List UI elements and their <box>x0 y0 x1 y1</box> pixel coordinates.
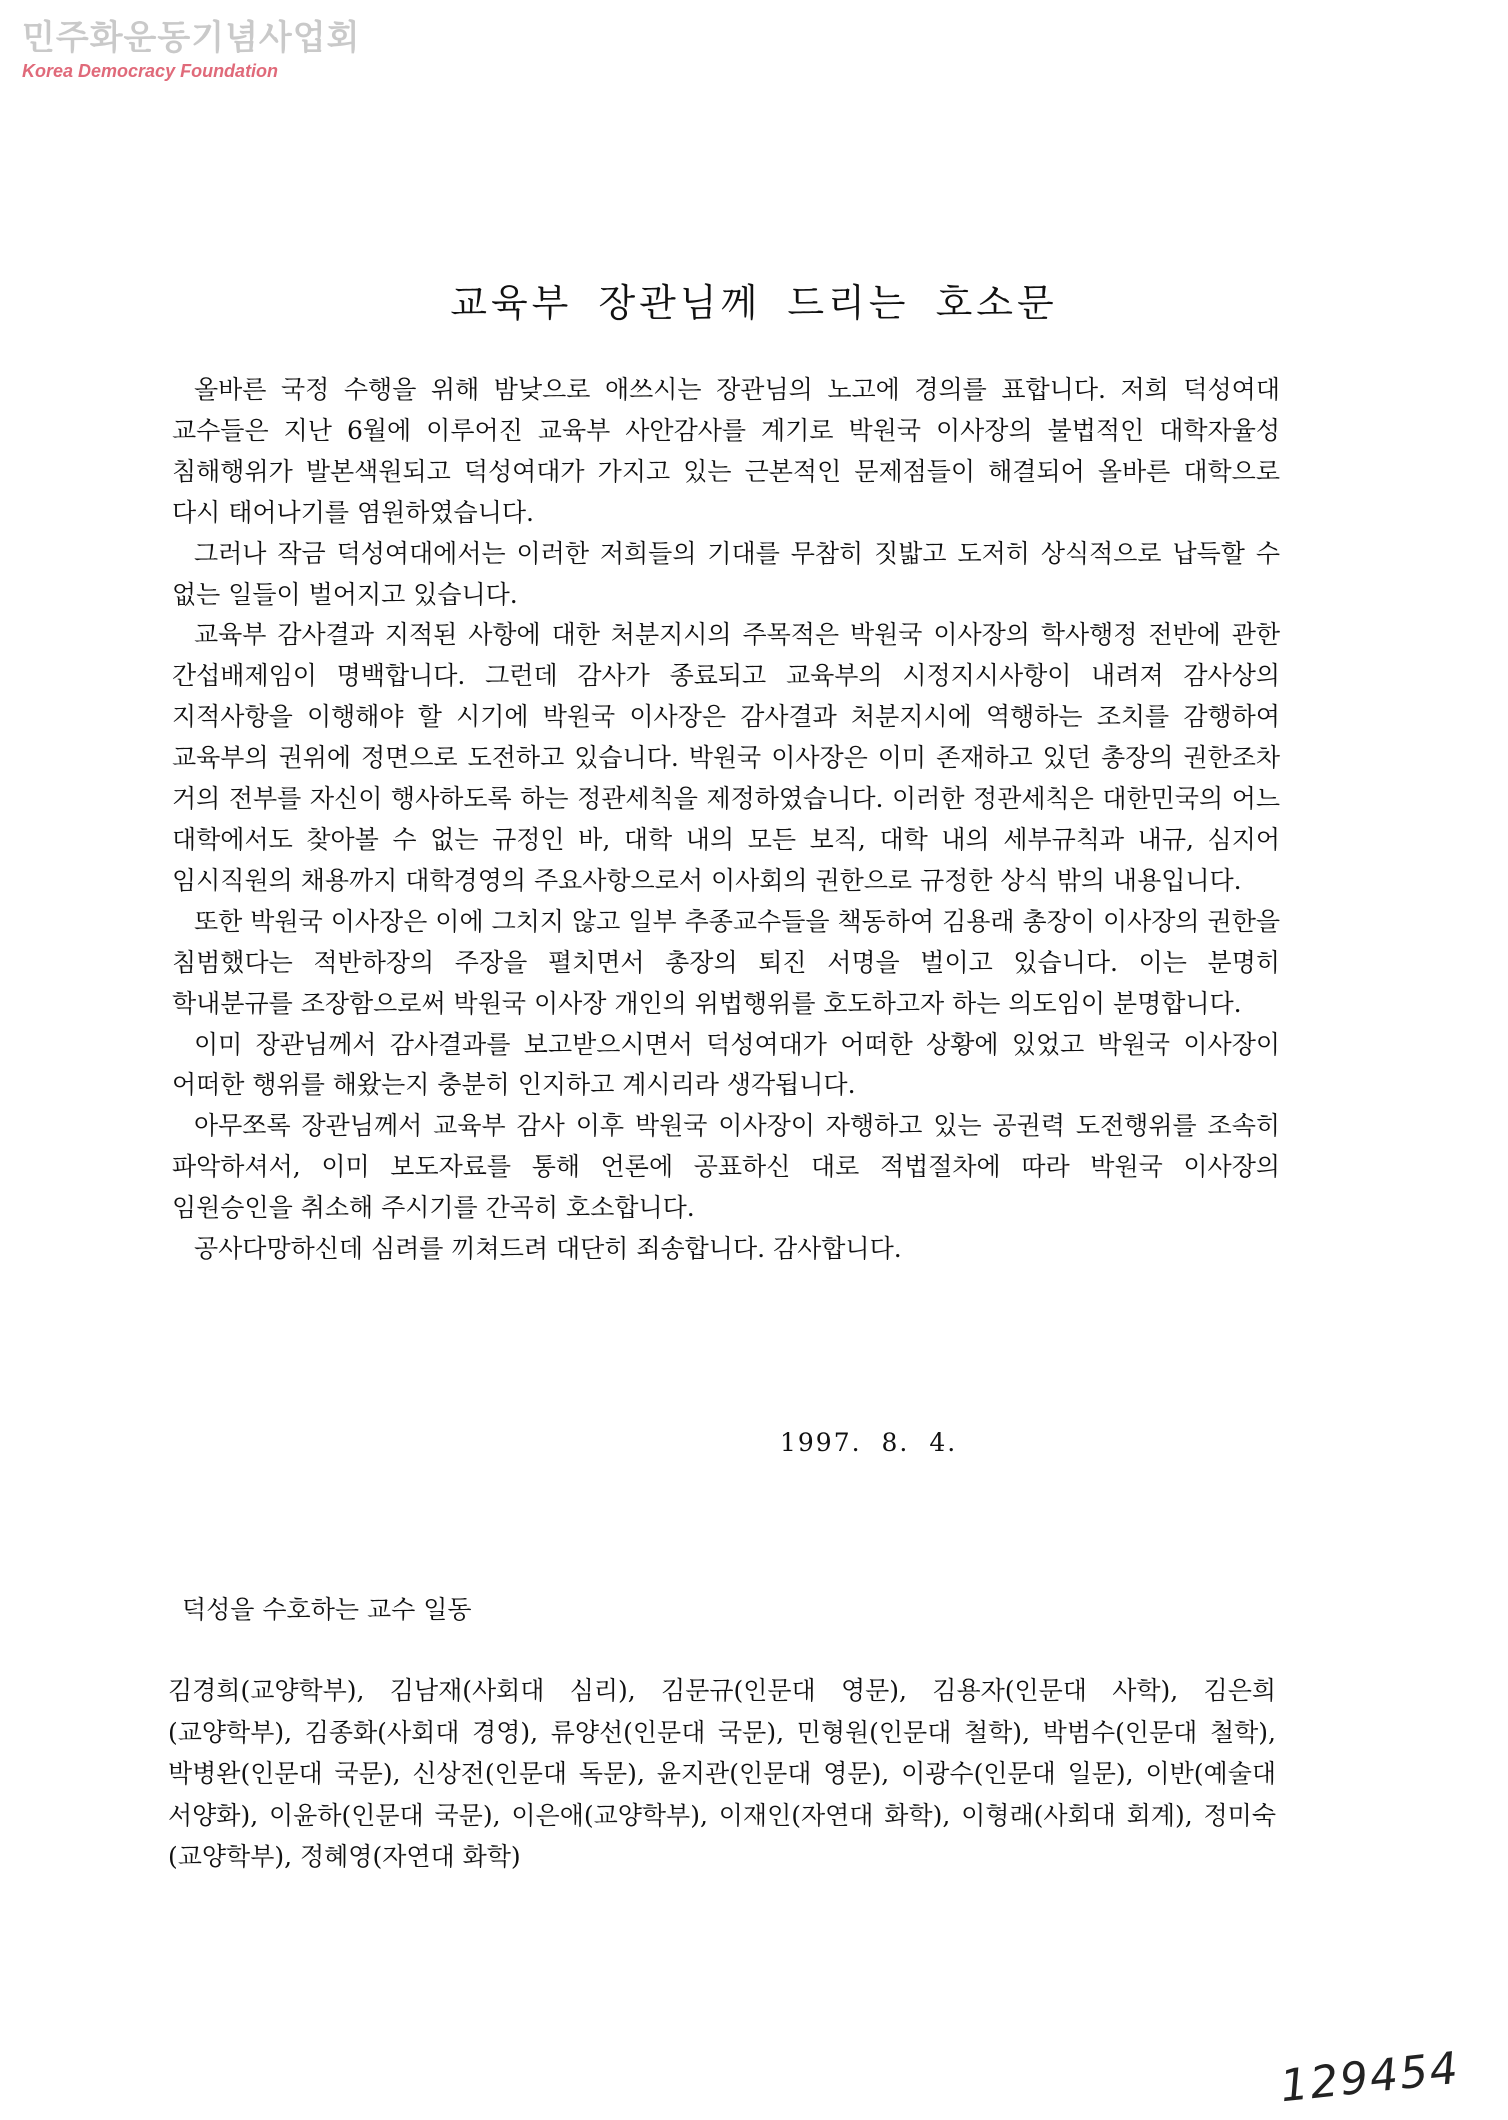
watermark-korean-text: 민주화운동기념사업회 <box>22 18 361 58</box>
body-paragraph: 교육부 감사결과 지적된 사항에 대한 처분지시의 주목적은 박원국 이사장의 학사행정 전반에 관한 간섭배제임이 명백합니다. 그런데 감사가 종료되고 교육부의 시정지시사항이 내려져 감사상의 지적사항을 이행해야 할 시기에 박원국 이사장은 감사결과 처분지시에 역행하는 조치를 감행하여 교육부의 권위에 정면으로 도전하고 있습니다. 박원국 이사장은 이미 존재하고 있던 총장의 권한조차 거의 전부를 자신이 행사하도록 하는 정관세칙을 제정하였습니다. 이러한 정관세칙은 대한민국의 어느 대학에서도 찾아볼 수 없는 규정인 바, 대학 내의 모든 보직, 대학 내의 세부규칙과 내규, 심지어 임시직원의 채용까지 대학경영의 주요사항으로서 이사회의 권한으로 규정한 상식 밖의 내용입니다. <box>172 620 1280 895</box>
foundation-watermark <box>22 18 360 82</box>
body-paragraph: 올바른 국정 수행을 위해 밤낮으로 애쓰시는 장관님의 노고에 경의를 표합니다. 저희 덕성여대 교수들은 지난 6월에 이루어진 교육부 사안감사를 계기로 박원국 이사장의 불법적인 대학자율성 침해행위가 발본색원되고 덕성여대가 가지고 있는 근본적인 문제점들이 해결되어 올바른 대학으로 다시 태어나기를 염원하였습니다. <box>172 375 1280 527</box>
professor-list: 김경희(교양학부), 김남재(사회대 심리), 김문규(인문대 영문), 김용자(인문대 사학), 김은희(교양학부), 김종화(사회대 경영), 류양선(인문대 국문), 민형원(인문대 철학), 박범수(인문대 철학), 박병완(인문대 국문), 신상전(인문대 독문), 윤지관(인문대 영문), 이광수(인문대 일문), 이반(예술대 서양화), 이윤하(인문대 국문), 이은애(교양학부), 이재인(자연대 화학), 이형래(사회대 회계), 정미숙(교양학부), 정혜영(자연대 화학) <box>168 1676 1276 1871</box>
body-paragraph: 이미 장관님께서 감사결과를 보고받으시면서 덕성여대가 어떠한 상황에 있었고 박원국 이사장이 어떠한 행위를 해왔는지 충분히 인지하고 계시리라 생각됩니다. <box>172 1029 1280 1100</box>
document-date: 1997. 8. 4. <box>780 1428 958 1457</box>
document-body <box>172 370 1280 1270</box>
body-paragraph: 공사다망하신데 심려를 끼쳐드려 대단히 죄송합니다. 감사합니다. <box>194 1234 902 1264</box>
body-paragraph: 아무쪼록 장관님께서 교육부 감사 이후 박원국 이사장이 자행하고 있는 공권력 도전행위를 조속히 파악하셔서, 이미 보도자료를 통해 언론에 공표하신 대로 적법절차에 따라 박원국 이사장의 임원승인을 취소해 주시기를 간곡히 호소합니다. <box>172 1111 1280 1223</box>
signature-line: 덕성을 수호하는 교수 일동 <box>182 1595 472 1624</box>
handwritten-archive-number: 129454 <box>1277 2042 1463 2113</box>
document-title: 교육부 장관님께 드리는 호소문 <box>450 281 1058 325</box>
watermark-english-text: Korea Democracy Foundation <box>22 61 279 81</box>
body-paragraph: 또한 박원국 이사장은 이에 그치지 않고 일부 추종교수들을 책동하여 김용래 총장이 이사장의 권한을 침범했다는 적반하장의 주장을 펼치면서 총장의 퇴진 서명을 벌이고 있습니다. 이는 분명히 학내분규를 조장함으로써 박원국 이사장 개인의 위법행위를 호도하고자 하는 의도임이 분명합니다. <box>172 906 1280 1018</box>
body-paragraph: 그러나 작금 덕성여대에서는 이러한 저희들의 기대를 무참히 짓밟고 도저히 상식적으로 납득할 수 없는 일들이 벌어지고 있습니다. <box>172 538 1280 609</box>
